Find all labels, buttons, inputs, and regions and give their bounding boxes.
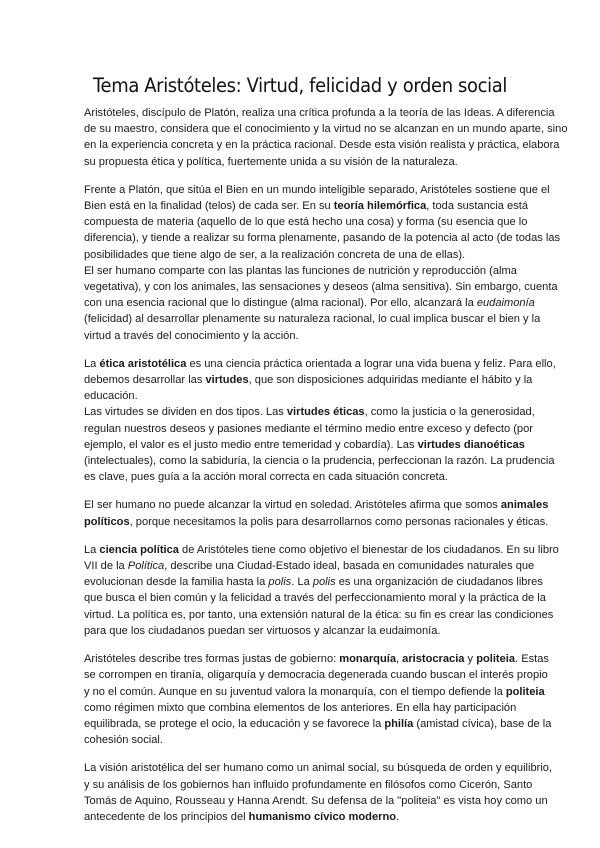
text-run: posibilidades que tiene algo de ser, a la realización concreta de una de ellas).	[84, 248, 466, 261]
text-run: su propuesta ética y política, fuertemente unida a su visión de la naturaleza.	[84, 155, 458, 168]
text-run: y	[464, 653, 477, 666]
paragraph	[84, 105, 568, 170]
text-run: La visión aristotélica del ser humano como un animal social, su búsqueda de orden y equilibrio,	[84, 762, 553, 775]
bold-term: humanismo cívico moderno	[248, 810, 396, 823]
text-line	[84, 793, 548, 809]
text-line	[84, 716, 552, 732]
text-run: El ser humano comparte con las plantas las funciones de nutrición y reproducción (alma	[84, 264, 517, 277]
text-run: Las virtudes se dividen en dos tipos. Las	[84, 406, 287, 419]
text-run: virtud. La política es, por tanto, una extensión natural de la ética: su fin es crear las condiciones	[84, 608, 554, 621]
text-run: que busca el bien común y la felicidad a través del perfeccionamiento moral y la práctica de la	[84, 592, 546, 605]
text-run: como régimen mixto que combina elementos de los anteriores. En ella hay participación	[84, 701, 517, 714]
text-line	[84, 214, 534, 230]
text-run: es una organización de ciudadanos libres	[335, 576, 543, 589]
text-run: es clave, pues guía a la acción moral correcta en cada situación concreta.	[84, 471, 448, 484]
text-line	[84, 328, 534, 344]
italic-term: Política	[127, 560, 165, 573]
text-run: La	[84, 543, 100, 556]
text-run: Aristóteles, discípulo de Platón, realiza una crítica profunda a la teoría de las Ideas. A diferencia	[84, 107, 555, 119]
bold-term: philía	[384, 717, 414, 730]
text-run: de su maestro, considera que el conocimiento y la virtud no se alcanzan en un mundo aparte, sino	[84, 123, 568, 136]
text-run: , toda sustancia está	[426, 200, 529, 213]
text-run: compuesta de materia (aquello de lo que está hecho una cosa) y forma (su esencia que lo	[84, 216, 528, 229]
paragraph	[84, 542, 559, 639]
text-line	[84, 700, 534, 716]
text-run: (intelectuales), como la sabiduría, la ciencia o la prudencia, perfeccionan la razón. La prudencia	[84, 455, 555, 468]
text-line	[84, 198, 534, 214]
paragraph	[84, 182, 561, 344]
bold-term: virtudes éticas	[286, 406, 365, 419]
text-run: . Estas	[515, 653, 549, 666]
text-line	[84, 651, 549, 667]
bold-term: virtudes	[205, 374, 249, 387]
text-run: virtud a través del conocimiento y la acción.	[84, 329, 299, 342]
bold-term: ética aristotélica	[99, 357, 187, 370]
text-run: Frente a Platón, que sitúa el Bien en un mundo inteligible separado, Aristóteles sostiene que el	[84, 183, 550, 196]
text-run: ejemplo, el valor es el justo medio entre temeridad y cobardía). Las	[84, 438, 418, 451]
text-run: equilibrada, se protege el ocio, la educación y se favorece la	[84, 717, 385, 730]
text-line	[84, 760, 553, 776]
italic-term: polis	[312, 576, 336, 589]
text-run: , como la justicia o la generosidad,	[364, 406, 535, 419]
bold-term: monarquía	[339, 653, 396, 666]
text-line	[84, 453, 555, 469]
text-run: de Aristóteles tiene como objetivo el bienestar de los ciudadanos. En su libro	[178, 543, 559, 556]
bold-term: virtudes dianoéticas	[417, 438, 525, 451]
text-line	[84, 514, 549, 530]
paragraph	[84, 760, 553, 825]
text-line	[84, 607, 554, 623]
text-run: Aristóteles describe tres formas justas de gobierno:	[84, 653, 340, 666]
text-run: debemos desarrollar las	[84, 374, 206, 387]
bold-term: teoría hilemórfica	[333, 200, 427, 213]
text-run: , describe una Ciudad-Estado ideal, basada en comunidades naturales que	[164, 560, 535, 573]
text-run: vegetativa), y con los animales, las sensaciones y deseos (alma sensitiva). Sin embargo, cuenta	[84, 281, 558, 294]
text-run: ,	[396, 653, 403, 666]
text-line	[84, 574, 543, 590]
italic-term: eudaimonía	[476, 297, 535, 310]
text-run: para que los ciudadanos puedan ser virtuosos y alcanzar la eudaimonía.	[84, 624, 441, 637]
text-line	[84, 558, 534, 574]
text-run: regulan nuestros deseos y pasiones mediante el término medio entre exceso y defecto (por	[84, 422, 533, 435]
bold-term: ciencia política	[99, 543, 179, 556]
text-line	[84, 437, 534, 453]
document-title: Tema Aristóteles: Virtud, felicidad y orden social	[93, 74, 507, 97]
text-run: cohesión social.	[84, 734, 163, 747]
text-line	[84, 356, 556, 372]
text-line	[84, 137, 560, 153]
text-run: diferencia), y tiende a realizar su forma plenamente, pasando de la potencia al acto (de todas las	[84, 232, 561, 245]
text-line	[84, 372, 534, 388]
text-run: se corrompen en tiranía, oligarquía y democracia degenerada cuando buscan el interés propio	[84, 669, 548, 682]
text-run: . La	[291, 576, 313, 589]
text-run: evolucionan desde la familia hasta la	[84, 576, 269, 589]
bold-term: politeia	[505, 685, 545, 698]
text-line	[84, 809, 534, 825]
paragraph	[84, 497, 549, 529]
text-line	[84, 590, 546, 606]
text-run: (amistad cívica), base de la	[413, 717, 552, 730]
text-run: educación.	[84, 390, 138, 403]
text-line	[84, 388, 534, 404]
text-line	[84, 623, 534, 639]
bold-term: animales	[500, 499, 549, 512]
text-line	[84, 542, 559, 558]
text-run: con una esencia racional que lo distingue (alma racional). Por ello, alcanzará la	[84, 297, 477, 310]
text-run: es una ciencia práctica orientada a lograr una vida buena y feliz. Para ello,	[186, 357, 556, 370]
text-line	[84, 497, 549, 513]
text-line	[84, 777, 534, 793]
text-line	[84, 667, 548, 683]
text-line	[84, 230, 561, 246]
paragraph	[84, 356, 556, 486]
bold-term: políticos	[84, 515, 130, 528]
bold-term: politeia	[476, 653, 516, 666]
text-line	[84, 404, 534, 420]
document-body	[84, 105, 568, 837]
text-line	[84, 105, 555, 121]
text-run: VII de la	[84, 560, 128, 573]
text-line	[84, 469, 534, 485]
text-run: en la experiencia concreta y en la práctica racional. Desde esta visión realista y práctica, elabora	[84, 139, 560, 152]
text-run: .	[396, 810, 400, 823]
text-line	[84, 121, 568, 137]
text-run: , porque necesitamos la polis para desarrollarnos como personas racionales y éticas.	[129, 515, 549, 528]
text-line	[84, 279, 558, 295]
bold-term: aristocracia	[402, 653, 465, 666]
text-run: La	[84, 357, 100, 370]
text-run: El ser humano no puede alcanzar la virtud en soledad. Aristóteles afirma que somos	[84, 499, 501, 512]
text-run: Tomás de Aquino, Rousseau y Hanna Arendt. Su defensa de la "politeia" es vista hoy como un	[84, 794, 548, 807]
text-line	[84, 311, 541, 327]
text-line	[84, 154, 534, 170]
paragraph	[84, 651, 552, 748]
text-run: antecedente de los principios del	[84, 810, 249, 823]
text-line	[84, 732, 534, 748]
text-line	[84, 684, 545, 700]
text-run: y no el común. Aunque en su juventud valora la monarquía, con el tiempo defiende la	[84, 685, 506, 698]
text-line	[84, 295, 534, 311]
text-line	[84, 182, 550, 198]
text-run: (felicidad) al desarrollar plenamente su naturaleza racional, lo cual implica buscar el bien y la	[84, 313, 541, 326]
text-line	[84, 421, 534, 437]
text-line	[84, 247, 534, 263]
text-run: , que son disposiciones adquiridas mediante el hábito y la	[248, 374, 533, 387]
text-run: y su análisis de los gobiernos han influido profundamente en filósofos como Cicerón, Santo	[84, 778, 533, 791]
text-run: Bien está en la finalidad (telos) de cada ser. En su	[84, 200, 334, 213]
italic-term: polis	[268, 576, 292, 589]
text-line	[84, 263, 534, 279]
